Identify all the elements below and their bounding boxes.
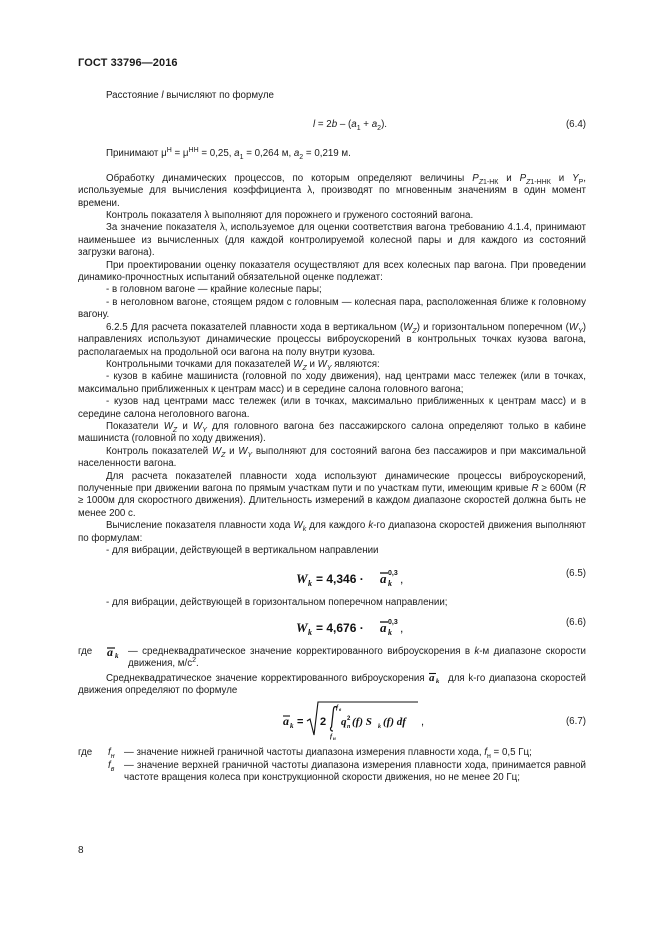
formula-6-6-graphic	[296, 616, 416, 638]
svg-text:(f) S: (f) S	[352, 716, 372, 729]
svg-text:k: k	[388, 627, 392, 637]
formula-6-7-number: (6.7)	[565, 716, 586, 728]
svg-text:n: n	[347, 724, 351, 731]
definition-ak	[78, 646, 586, 671]
svg-text:,: ,	[400, 572, 404, 587]
svg-text:0,3: 0,3	[388, 618, 398, 626]
definition-fv-text: — значение верхней граничной частоты диапазона измерения плавности хода, принимается равной частоте вращения колеса при конструкционной скорости движения, но не менее 20 Гц;	[124, 759, 586, 784]
paragraph-wk: Вычисление показателя плавности хода $W_k$ для каждого k-го диапазона скоростей движения выполняют по формулам:	[78, 520, 586, 544]
symbol-ak-inline-icon	[428, 671, 444, 683]
svg-text:2: 2	[347, 716, 351, 723]
document-body	[78, 90, 586, 785]
symbol-fv: $f_в$	[108, 759, 115, 773]
paragraph-6-2-5: 6.2.5 Для расчета показателей плавности хода в вертикальном $(W_Z)$ и горизонтальном поперечном $(W_Y)$ направлениях используют динамические процессы виброускорений в контрольных точках кузова вагона, располагаемых на продольной оси вагона на полу внутри кузова.	[78, 321, 587, 358]
formula-6-7	[78, 697, 586, 743]
svg-text:k: k	[290, 722, 294, 731]
definition-fn	[78, 747, 586, 759]
list-item-body: - кузов над центрами масс тележек (или в точках, максимально приближенных к центрам масс) и в середине салона неголовного вагона.	[78, 396, 586, 420]
paragraph-rms: Среднеквадратическое значение корректированного виброускорения a k для k-го диапазона скоростей движения определяют по формуле	[78, 671, 586, 697]
svg-text:k: k	[378, 724, 381, 731]
svg-text:k: k	[388, 579, 392, 589]
list-item-cab: - кузов в кабине машиниста (головной по ходу движения), над центрами масс тележек (или в точках, максимально приближенных к центрам масс) и в середине салона головного вагона;	[78, 371, 586, 395]
svg-text:f: f	[330, 733, 333, 741]
paragraph-control-points: Контрольными точками для показателей $W_Z$ и $W_Y$ являются:	[106, 358, 380, 372]
paragraph-processing: Обработку динамических процессов, по которым определяют величины $P_{Z1-НК}$ и $P_{Z1-ННК}$ и $Y_Р$, используемые для вычисления коэффициента λ, производят по мгновенным значениям в один момент времени.	[78, 172, 586, 209]
svg-text:a: a	[107, 644, 113, 659]
svg-text:,: ,	[400, 620, 404, 635]
paragraph-accept: Принимают $\mu^Н = \mu^{НН} = 0,25$, $a_1 = 0,264$ м, $a_2 = 0,219$ м.	[106, 147, 351, 162]
symbol-fn: $f_н$	[108, 747, 115, 761]
paragraph-control-lambda: Контроль показателя λ выполняют для порожнего и груженого состояний вагона.	[106, 210, 474, 222]
svg-text:= 4,676 ·: = 4,676 ·	[316, 620, 364, 635]
list-item-head-car: - в головном вагоне — крайние колесные пары;	[106, 284, 322, 296]
list-item-vertical: - для вибрации, действующей в вертикальном направлении	[106, 545, 379, 556]
page-number: 8	[78, 845, 84, 856]
formula-6-5-number: (6.5)	[565, 568, 586, 580]
paragraph-calculation: Для расчета показателей плавности хода используют динамические процессы виброускорений, полученные при движении вагона по прямым участкам пути и по участкам пути, имеющим кривые R ≥ 600м (R ≥ 1000м для скоростного движения). Длительность измерений в каждом диапазоне скоростей должна быть не менее 200 с.	[78, 470, 586, 519]
svg-text:a: a	[380, 619, 387, 635]
svg-text:W: W	[296, 619, 308, 635]
formula-6-6	[78, 610, 586, 646]
svg-text:=: =	[297, 716, 304, 729]
svg-text:k: k	[308, 579, 312, 589]
svg-text:q: q	[341, 716, 347, 729]
svg-text:,: ,	[421, 716, 425, 729]
svg-text:в: в	[339, 708, 342, 714]
svg-text:2: 2	[320, 716, 327, 729]
svg-text:k: k	[115, 651, 119, 659]
paragraph-value-lambda: За значение показателя λ, используемое для оценки соответствия вагона требованию 4.1.4, принимают наименьшее из вычисленных (для каждой контролируемой колесной пары и для каждого из состояний загрузки вагона).	[78, 222, 586, 259]
list-item-nonhead-car: - в неголовном вагоне, стоящем рядом с головным — колесная пара, расположенная ближе к головному вагону.	[78, 296, 586, 321]
svg-text:= 4,346 ·: = 4,346 ·	[316, 572, 364, 587]
where-label-2: где	[78, 747, 93, 759]
svg-text:0,3: 0,3	[388, 570, 398, 578]
paragraph-distance: Расстояние l вычисляют по формуле	[106, 90, 274, 101]
formula-6-4-text: $l = 2b - (a_1 + a_2)$.	[313, 119, 388, 133]
paragraph-design: При проектировании оценку показателя осуществляют для всех колесных пар вагона. При проведении динамико-прочностных испытаний обязательной оценке подлежат:	[78, 259, 586, 284]
document-header-code: ГОСТ 33796—2016	[78, 57, 178, 69]
definition-ak-text: — среднеквадратическое значение корректированного виброускорения в k-м диапазоне скорости движения, $м/с^2$.	[128, 645, 586, 670]
definition-fv	[78, 760, 586, 785]
paragraph-control-states: Контроль показателей $W_Z$ и $W_Y$ выполняют для состояний вагона без пассажиров и при максимальной населенности вагона.	[78, 445, 586, 470]
formula-6-4-number: (6.4)	[565, 119, 586, 131]
formula-6-6-number: (6.6)	[565, 616, 586, 628]
formula-6-4	[78, 119, 586, 134]
svg-text:W: W	[296, 571, 308, 587]
formula-6-5	[78, 557, 586, 597]
definition-fn-text: — значение нижней граничной частоты диапазона измерения плавности хода, $f_н = 0,5$ Гц;	[124, 747, 532, 761]
formula-6-5-graphic	[296, 567, 416, 589]
symbol-ak-icon	[106, 645, 124, 659]
svg-text:k: k	[436, 677, 440, 683]
svg-text:a: a	[429, 671, 435, 683]
svg-text:a: a	[380, 571, 387, 587]
svg-text:(f) df: (f) df	[383, 716, 406, 729]
where-label: где	[78, 645, 93, 657]
svg-text:f: f	[336, 704, 339, 712]
paragraph-indicators: Показатели $W_Z$ и $W_Y$ для головного вагона без пассажирского салона определяют только в кабине машиниста (головной по ходу движения).	[78, 420, 587, 445]
list-item-horizontal: - для вибрации, действующей в горизонтальном поперечном направлении;	[106, 597, 448, 609]
formula-6-7-graphic	[283, 699, 433, 741]
svg-text:н: н	[333, 737, 336, 742]
svg-text:a: a	[283, 714, 289, 729]
svg-text:k: k	[308, 627, 312, 637]
